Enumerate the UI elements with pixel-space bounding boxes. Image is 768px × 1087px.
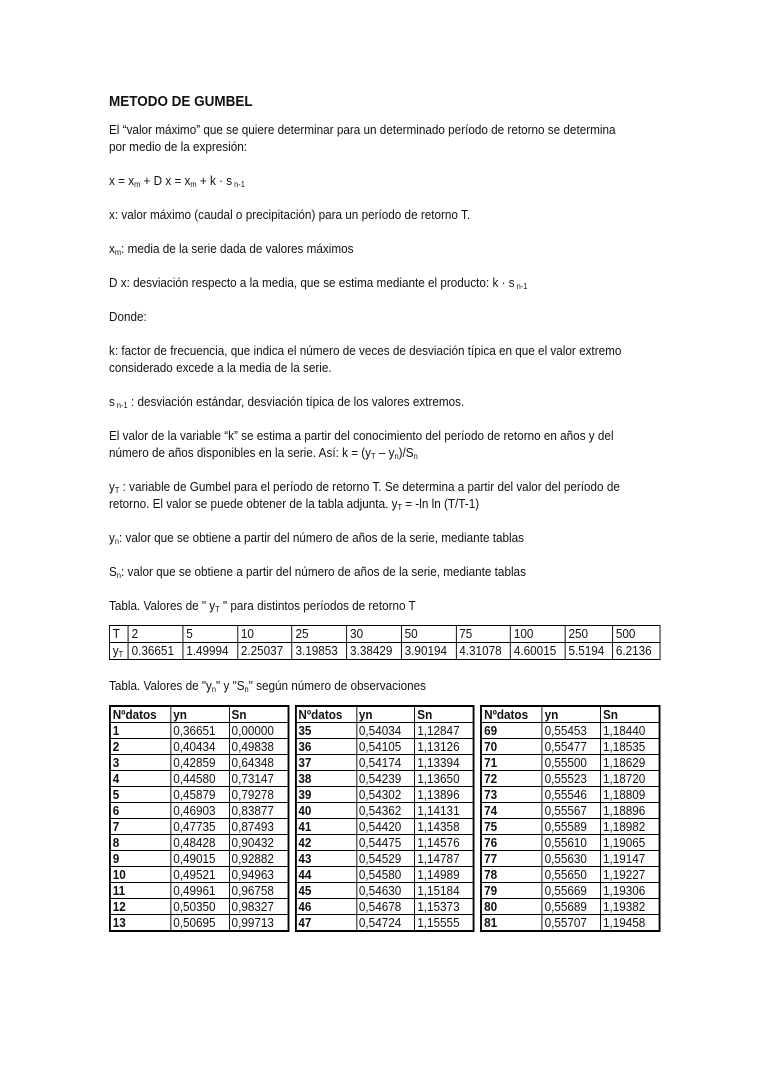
table-cell: 1,14131 [415,803,474,819]
table-cell: 0,46903 [171,803,229,819]
column-header: yn [357,706,415,723]
table-cell: 3.19853 [292,643,347,660]
table-cell: 0,64348 [229,755,288,771]
paragraph-k-definition: k: factor de frecuencia, que indica el número de veces de desviación típica en que el valor extremo considerado excede a la media de la serie. [109,344,622,375]
table-row [110,771,288,787]
table-cell: 3 [110,755,171,771]
table-cell: 0,54420 [357,819,415,835]
table-cell: 0,49961 [171,883,229,899]
table-row [296,883,474,899]
table-cell: 0,54174 [357,755,415,771]
table-cell: 100 [511,626,566,643]
table-row [110,819,288,835]
table-cell: 500 [613,626,660,643]
table-cell: 0,55650 [542,867,600,883]
table-cell: 39 [296,787,357,803]
table-cell: 0,54239 [357,771,415,787]
table-cell: 36 [296,739,357,755]
table-row [481,899,659,915]
table-cell: 0,54105 [357,739,415,755]
table-cell: 1,13394 [415,755,474,771]
table-cell: 12 [110,899,171,915]
table-cell: 1,15555 [415,915,474,932]
table-cell: 72 [481,771,542,787]
table-row [296,787,474,803]
table-cell: 0,36651 [171,723,229,739]
table-cell: 2 [110,739,171,755]
table-cell: 1,19227 [601,867,660,883]
table-cell: 1,18440 [601,723,660,739]
table-row [481,771,659,787]
table-cell: 0,54724 [357,915,415,932]
table-cell: 0,00000 [229,723,288,739]
table-cell: 1,19382 [601,899,660,915]
observations-table-block-1 [109,705,289,932]
table-row-yT [109,643,660,660]
table-row [296,723,474,739]
table-cell: 8 [110,835,171,851]
table-cell: 70 [481,739,542,755]
table-cell-label: T [109,626,128,643]
formula-line: $x = x_m + D$ $x = x_m + k \cdot s$ $_{n-1}$ [109,174,245,189]
table-cell: 41 [296,819,357,835]
table-cell: 71 [481,755,542,771]
table-cell: 1,18720 [601,771,660,787]
table-cell: 0,54034 [357,723,415,739]
table-cell: 6.2136 [613,643,660,660]
table-cell: 3.38429 [347,643,402,660]
table-cell: 11 [110,883,171,899]
table-row [110,723,288,739]
table-cell: 1,19306 [601,883,660,899]
table-cell: 0,98327 [229,899,288,915]
table-cell: 0,55689 [542,899,600,915]
table-cell: 0,49521 [171,867,229,883]
paragraph-xm-definition: $x_m$: media de la serie dada de valores máximos [109,242,354,257]
table-cell: 0,42859 [171,755,229,771]
table-cell: 0,54475 [357,835,415,851]
table-row [296,851,474,867]
document-page [109,94,652,932]
table-cell: 0,54580 [357,867,415,883]
table-cell: 1,19147 [601,851,660,867]
table-cell: 0,47735 [171,819,229,835]
table-row [110,835,288,851]
table-cell: 10 [238,626,293,643]
return-period-table [109,625,660,660]
column-header: yn [542,706,600,723]
table-cell: 1,12847 [415,723,474,739]
table-cell: 0,55589 [542,819,600,835]
table-row [481,915,659,932]
paragraph-s-definition: s $_{n-1}$ : desviación estándar, desviación típica de los valores extremos. [109,395,465,410]
table-cell: 0,50695 [171,915,229,932]
table-cell: 1,18809 [601,787,660,803]
table-cell: 0,55669 [542,883,600,899]
table-cell: 0,55453 [542,723,600,739]
table1-caption: Tabla. Valores de " $y_T$ " para distintos períodos de retorno T [109,599,416,614]
table-cell: 3.90194 [401,643,456,660]
table-cell: 2 [128,626,183,643]
table-cell: 0,50350 [171,899,229,915]
table-cell: 0,87493 [229,819,288,835]
table-row [110,883,288,899]
column-header: yn [171,706,229,723]
table-cell: 42 [296,835,357,851]
table-header-row [296,706,474,723]
table-cell: 69 [481,723,542,739]
table-cell: 79 [481,883,542,899]
table-cell: 0,55523 [542,771,600,787]
table-cell: 0,55546 [542,787,600,803]
table-cell: 80 [481,899,542,915]
table-row [481,723,659,739]
table-row [481,819,659,835]
table-cell: 1,19065 [601,835,660,851]
table-cell: 1,13896 [415,787,474,803]
paragraph-intro: El “valor máximo” que se quiere determinar para un determinado período de retorno se determina por medio de la expresión: [109,123,616,154]
table-row [110,915,288,932]
table-row [481,867,659,883]
table-cell: 25 [292,626,347,643]
table-cell: 0,79278 [229,787,288,803]
table-cell: 77 [481,851,542,867]
table-row [110,787,288,803]
paragraph-dx-definition: D x: desviación respecto a la media, que se estima mediante el producto: k · s $_{n-1}$ [109,276,528,291]
table-cell: 1,13126 [415,739,474,755]
table-cell: 37 [296,755,357,771]
table-cell: 50 [401,626,456,643]
table-cell: 1,15373 [415,899,474,915]
table-cell: 0,40434 [171,739,229,755]
table-cell: 78 [481,867,542,883]
table-cell: 0,73147 [229,771,288,787]
table-cell: 30 [347,626,402,643]
table-cell: 1,14787 [415,851,474,867]
table-row [481,803,659,819]
table-cell: 0,55707 [542,915,600,932]
table-row [296,899,474,915]
table2-caption: Tabla. Valores de "$y_n$" y "$S_n$" según número de observaciones [109,679,427,694]
table-row [110,851,288,867]
table-cell: 1,19458 [601,915,660,932]
table-cell: 0,48428 [171,835,229,851]
table-cell: 5 [110,787,171,803]
table-row [481,739,659,755]
table-cell: 75 [481,819,542,835]
table-row [110,739,288,755]
table-cell: 0,55567 [542,803,600,819]
table-cell: 46 [296,899,357,915]
table-cell: 9 [110,851,171,867]
table-cell: 1,18982 [601,819,660,835]
table-cell: 45 [296,883,357,899]
column-header: Nºdatos [296,706,357,723]
observations-tables [109,705,660,932]
table-cell: 47 [296,915,357,932]
table-cell: 0,94963 [229,867,288,883]
document-title: METODO DE GUMBEL [109,94,253,110]
table-cell: 0,54630 [357,883,415,899]
table-cell: 0,92882 [229,851,288,867]
table-cell: 0,49838 [229,739,288,755]
table-cell: 0,44580 [171,771,229,787]
table-row [296,739,474,755]
table-cell: 38 [296,771,357,787]
paragraph-sn-definition: $S_n$: valor que se obtiene a partir del número de años de la serie, mediante tablas [109,565,526,580]
table-row [481,755,659,771]
table-cell: 7 [110,819,171,835]
table-cell: 0,55630 [542,851,600,867]
table-header-row [110,706,288,723]
table-cell: 6 [110,803,171,819]
table-cell: 4 [110,771,171,787]
paragraph-x-definition: x: valor máximo (caudal o precipitación) para un período de retorno T. [109,208,471,222]
table-row [296,755,474,771]
observations-table-block-3 [480,705,660,932]
column-header: Nºdatos [110,706,171,723]
table-cell: 0,45879 [171,787,229,803]
table-cell: 1,18535 [601,739,660,755]
table-cell: 0,83877 [229,803,288,819]
table-row [110,755,288,771]
table-row [110,803,288,819]
table-row [296,803,474,819]
table-cell: 1,14989 [415,867,474,883]
table-cell: 0.36651 [128,643,183,660]
table-row [296,867,474,883]
column-header: Sn [229,706,288,723]
table-cell: 35 [296,723,357,739]
table-cell: 10 [110,867,171,883]
table-cell: 4.31078 [456,643,511,660]
table-row [481,883,659,899]
table-cell: 74 [481,803,542,819]
table-row [296,915,474,932]
table-cell: 13 [110,915,171,932]
table-cell: 5.5194 [565,643,612,660]
table-cell: 1,14576 [415,835,474,851]
table-cell: 0,90432 [229,835,288,851]
table-cell: 250 [565,626,612,643]
table-row [481,835,659,851]
table-cell: 1,14358 [415,819,474,835]
table-cell: 1,15184 [415,883,474,899]
table-row [481,787,659,803]
column-header: Sn [601,706,660,723]
table-cell: 81 [481,915,542,932]
table-cell: 40 [296,803,357,819]
table-cell: 75 [456,626,511,643]
paragraph-k-estimation: El valor de la variable “k” se estima a partir del conocimiento del período de retorno en años y del número de años disponibles en la serie. Así: $k = (y_T - y_n)/S_n$ [109,429,614,461]
table-cell: 0,49015 [171,851,229,867]
table-cell: 0,55610 [542,835,600,851]
paragraph-donde: Donde: [109,310,147,324]
table-cell: 1 [110,723,171,739]
table-row [296,771,474,787]
table-cell: 2.25037 [238,643,293,660]
table-cell: 1,13650 [415,771,474,787]
table-row [481,851,659,867]
table-header-row [481,706,659,723]
table-cell: 1,18629 [601,755,660,771]
paragraph-yn-definition: $y_n$: valor que se obtiene a partir del número de años de la serie, mediante tablas [109,531,524,546]
table-row [296,819,474,835]
table-row [110,867,288,883]
paragraph-yt-definition: $y_T$ : variable de Gumbel para el período de retorno T. Se determina a partir del valor del período de retorno. El valor se puede obtener de la tabla adjunta. $y_T = -\ln$ ln (T/T-1) [109,480,620,512]
table-cell: 1,18896 [601,803,660,819]
table-cell: 0,54302 [357,787,415,803]
observations-table-block-2 [295,705,475,932]
table-cell: 4.60015 [511,643,566,660]
table-cell: 0,54678 [357,899,415,915]
table-cell-label: $y_T$ [109,643,128,660]
column-header: Sn [415,706,474,723]
table-cell: 73 [481,787,542,803]
table-cell: 0,54362 [357,803,415,819]
table-row [296,835,474,851]
table-cell: 43 [296,851,357,867]
table-row [110,899,288,915]
table-cell: 0,55477 [542,739,600,755]
column-header: Nºdatos [481,706,542,723]
table-cell: 0,55500 [542,755,600,771]
table-cell: 1.49994 [183,643,238,660]
table-row-T [109,626,660,643]
table-cell: 5 [183,626,238,643]
table-cell: 44 [296,867,357,883]
table-cell: 0,96758 [229,883,288,899]
table-cell: 76 [481,835,542,851]
table-cell: 0,54529 [357,851,415,867]
table-cell: 0,99713 [229,915,288,932]
